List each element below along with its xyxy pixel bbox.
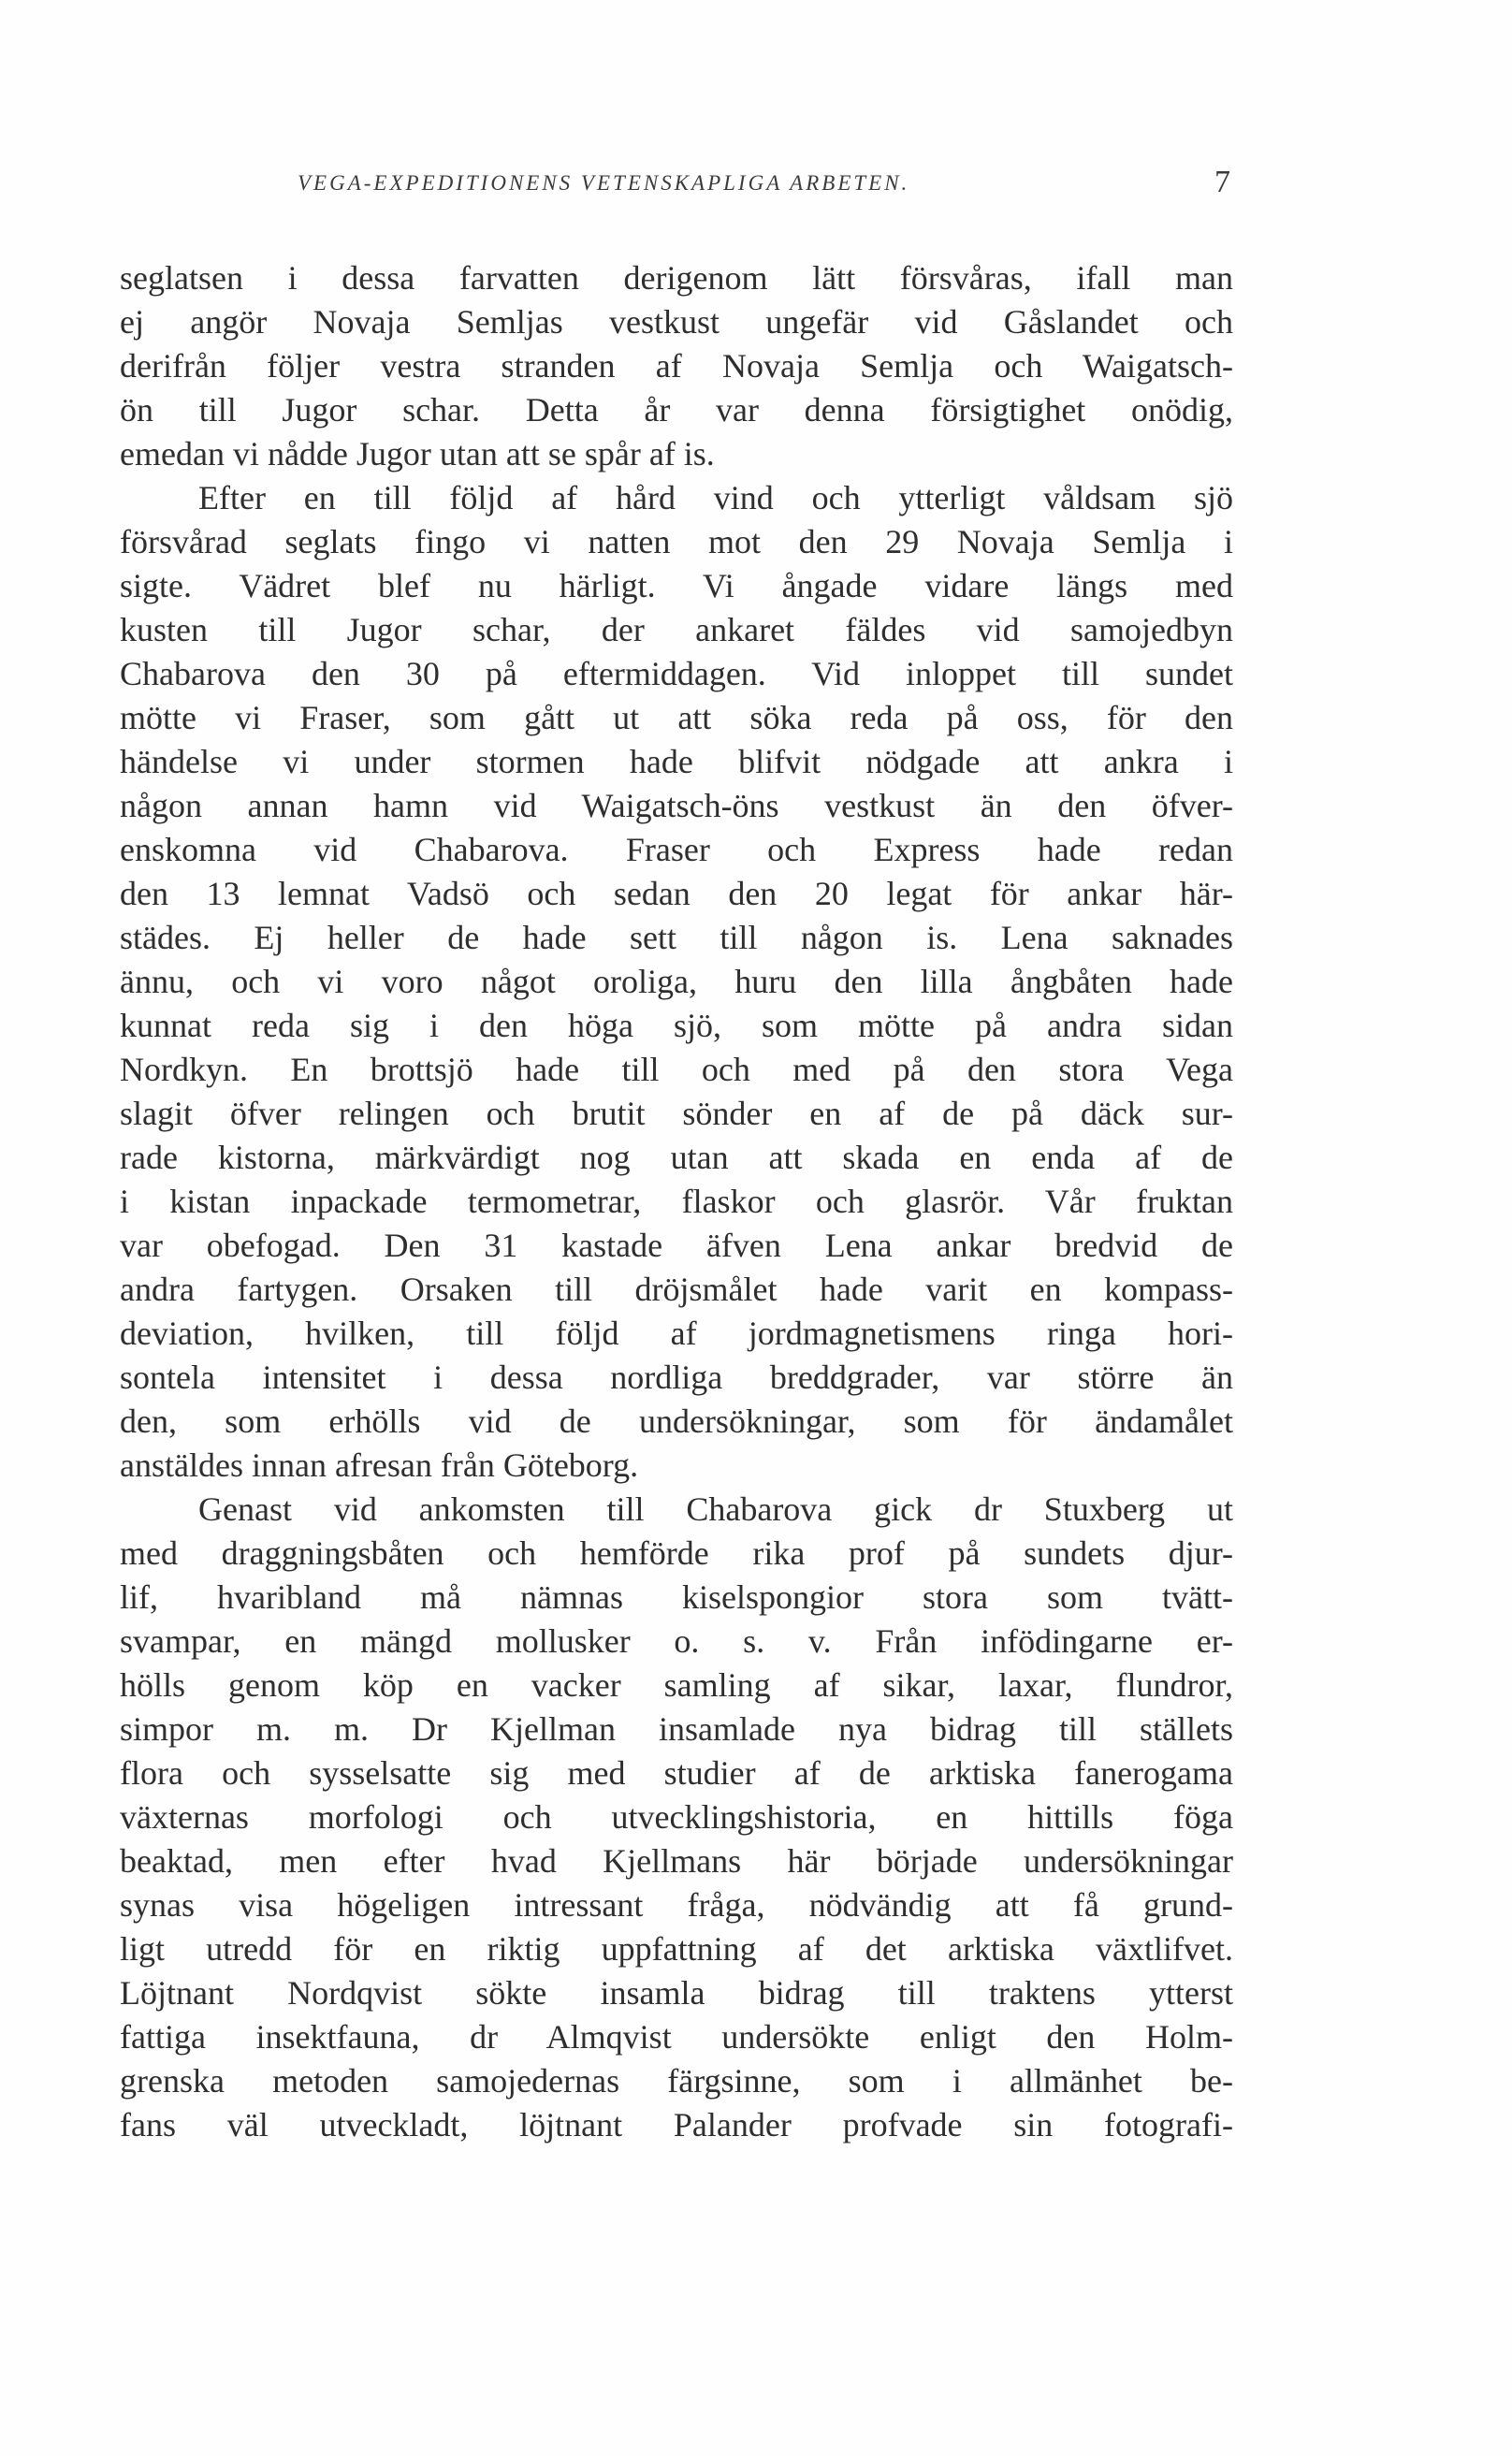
text-line: slagit öfver relingen och brutit sönder en af de på däck sur- bbox=[120, 1095, 1233, 1132]
text-line: hölls genom köp en vacker samling af sikar, laxar, flundror, bbox=[120, 1666, 1233, 1704]
text-line: med draggningsbåten och hemförde rika prof på sundets djur- bbox=[120, 1534, 1233, 1572]
text-line: fans väl utveckladt, löjtnant Palander profvade sin fotografi- bbox=[120, 2106, 1233, 2144]
text-line: kunnat reda sig i den höga sjö, som mötte på andra sidan bbox=[120, 1007, 1233, 1044]
text-line: sigte. Vädret blef nu härligt. Vi ångade vidare längs med bbox=[120, 567, 1233, 604]
text-line: grenska metoden samojedernas färgsinne, som i allmänhet be- bbox=[120, 2062, 1233, 2100]
text-line: i kistan inpackade termometrar, flaskor och glasrör. Vår fruktan bbox=[120, 1183, 1233, 1220]
text-line: växternas morfologi och utvecklingshistoria, en hittills föga bbox=[120, 1798, 1233, 1836]
text-line: seglatsen i dessa farvatten derigenom lätt försvåras, ifall man bbox=[120, 259, 1233, 297]
text-line: andra fartygen. Orsaken till dröjsmålet hade varit en kompass- bbox=[120, 1271, 1233, 1308]
text-line: mötte vi Fraser, som gått ut att söka reda på oss, för den bbox=[120, 699, 1233, 736]
text-line: anstäldes innan afresan från Göteborg. bbox=[120, 1446, 639, 1484]
text-line: ön till Jugor schar. Detta år var denna försigtighet onödig, bbox=[120, 391, 1233, 429]
body-text bbox=[120, 256, 1233, 2147]
text-line: simpor m. m. Dr Kjellman insamlade nya bidrag till ställets bbox=[120, 1710, 1233, 1748]
text-line: lif, hvaribland må nämnas kiselspongior stora som tvätt- bbox=[120, 1578, 1233, 1616]
text-line: ej angör Novaja Semljas vestkust ungefär vid Gåslandet och bbox=[120, 303, 1233, 341]
text-line: Löjtnant Nordqvist sökte insamla bidrag till traktens ytterst bbox=[120, 1974, 1233, 2012]
text-line: kusten till Jugor schar, der ankaret fäldes vid samojedbyn bbox=[120, 611, 1233, 648]
text-line: fattiga insektfauna, dr Almqvist undersökte enligt den Holm- bbox=[120, 2018, 1233, 2056]
text-line: händelse vi under stormen hade blifvit nödgade att ankra i bbox=[120, 743, 1233, 780]
text-line: den 13 lemnat Vadsö och sedan den 20 legat för ankar här- bbox=[120, 875, 1233, 912]
text-line: sontela intensitet i dessa nordliga breddgrader, var större än bbox=[120, 1359, 1233, 1396]
text-line: enskomna vid Chabarova. Fraser och Express hade redan bbox=[120, 831, 1233, 868]
text-line: Nordkyn. En brottsjö hade till och med på den stora Vega bbox=[120, 1051, 1233, 1088]
text-line: den, som erhölls vid de undersökningar, som för ändamålet bbox=[120, 1402, 1233, 1440]
text-line: var obefogad. Den 31 kastade äfven Lena ankar bredvid de bbox=[120, 1227, 1233, 1264]
text-line: Efter en till följd af hård vind och ytterligt våldsam sjö bbox=[198, 479, 1233, 516]
text-line: ännu, och vi voro något oroliga, huru den lilla ångbåten hade bbox=[120, 963, 1233, 1000]
text-line: rade kistorna, märkvärdigt nog utan att skada en enda af de bbox=[120, 1139, 1233, 1176]
text-line: Genast vid ankomsten till Chabarova gick dr Stuxberg ut bbox=[198, 1490, 1233, 1528]
text-line: försvårad seglats fingo vi natten mot den 29 Novaja Semlja i bbox=[120, 523, 1233, 560]
text-line: beaktad, men efter hvad Kjellmans här började undersökningar bbox=[120, 1842, 1233, 1880]
text-line: städes. Ej heller de hade sett till någon is. Lena saknades bbox=[120, 919, 1233, 956]
text-line: ligt utredd för en riktig uppfattning af det arktiska växtlifvet. bbox=[120, 1930, 1233, 1968]
text-line: svampar, en mängd mollusker o. s. v. Från infödingarne er- bbox=[120, 1622, 1233, 1660]
text-line: Chabarova den 30 på eftermiddagen. Vid inloppet till sundet bbox=[120, 655, 1233, 692]
text-line: synas visa högeligen intressant fråga, nödvändig att få grund- bbox=[120, 1886, 1233, 1924]
text-line: derifrån följer vestra stranden af Novaja Semlja och Waigatsch- bbox=[120, 347, 1233, 385]
text-line: någon annan hamn vid Waigatsch-öns vestkust än den öfver- bbox=[120, 787, 1233, 824]
page-number: 7 bbox=[1214, 165, 1230, 199]
text-line: emedan vi nådde Jugor utan att se spår af is. bbox=[120, 435, 715, 472]
text-line: deviation, hvilken, till följd af jordmagnetismens ringa hori- bbox=[120, 1315, 1233, 1352]
running-head-title: VEGA-EXPEDITIONENS VETENSKAPLIGA ARBETEN. bbox=[298, 171, 910, 195]
text-line: flora och sysselsatte sig med studier af de arktiska fanerogama bbox=[120, 1754, 1233, 1792]
